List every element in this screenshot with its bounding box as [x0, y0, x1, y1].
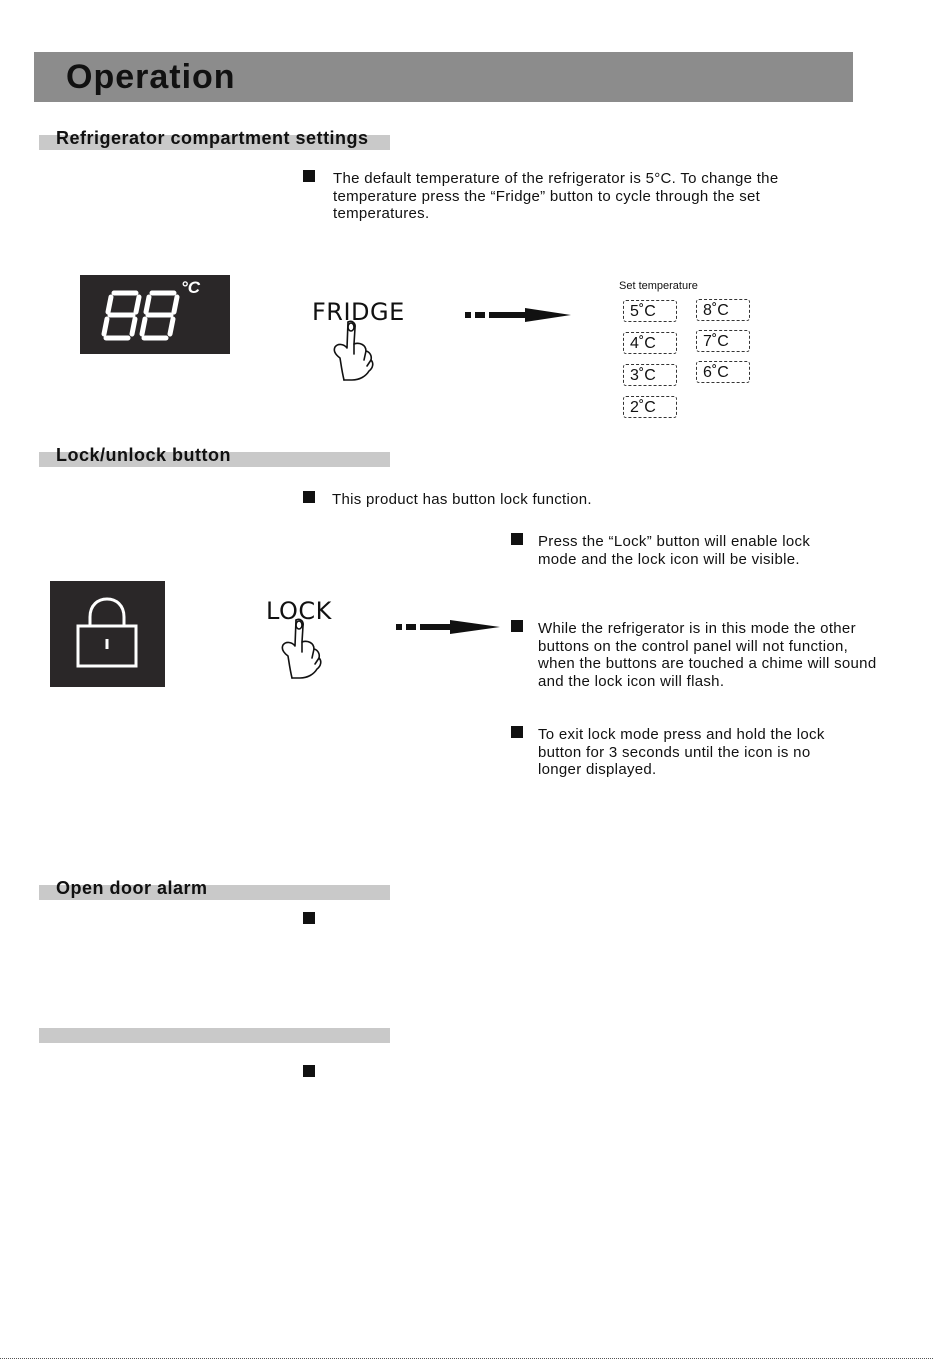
temp-option: 3˚C	[623, 364, 677, 386]
fridge-paragraph: The default temperature of the refrigerator is 5°C. To change the temperature press the “Fridge” button to cycle through the set temperatures.	[333, 170, 779, 222]
section-title-fridge: Refrigerator compartment settings	[56, 128, 369, 148]
section-title-lock: Lock/unlock button	[56, 445, 231, 465]
lock-bullet-text: While the refrigerator is in this mode the other buttons on the control panel will not function, when the buttons are touched a chime will sound and the lock icon will flash.	[538, 620, 877, 690]
arrow-right-icon	[465, 306, 573, 324]
lock-icon	[50, 581, 165, 687]
set-temperature-label: Set temperature	[619, 280, 698, 292]
pointing-hand-icon	[322, 318, 382, 382]
lock-button-label[interactable]: LOCK	[266, 597, 332, 625]
bullet-icon	[511, 726, 523, 738]
bullet-icon	[511, 620, 523, 632]
arrow-right-icon	[396, 618, 504, 636]
section-title-door-alarm: Open door alarm	[56, 878, 208, 898]
lock-display	[50, 581, 165, 687]
temp-option: 5˚C	[623, 300, 677, 322]
pointing-hand-icon	[270, 616, 330, 680]
footer-divider	[0, 1358, 933, 1359]
page-title: Operation	[66, 58, 236, 96]
section-bar-untitled	[39, 1028, 390, 1043]
seven-segment-icon	[80, 275, 230, 354]
temp-option: 7˚C	[696, 330, 750, 352]
temp-option: 6˚C	[696, 361, 750, 383]
bullet-icon	[303, 491, 315, 503]
lock-intro: This product has button lock function.	[332, 491, 592, 508]
temp-option: 4˚C	[623, 332, 677, 354]
bullet-icon	[303, 1065, 315, 1077]
bullet-icon	[303, 170, 315, 182]
bullet-icon	[303, 912, 315, 924]
temperature-display	[80, 275, 230, 354]
fridge-button-label[interactable]: FRIDGE	[312, 298, 405, 326]
lock-bullet-text: Press the “Lock” button will enable lock mode and the lock icon will be visible.	[538, 533, 811, 568]
bullet-icon	[511, 533, 523, 545]
temp-option: 2˚C	[623, 396, 677, 418]
display-unit: °C	[181, 278, 201, 297]
lock-bullet-text: To exit lock mode press and hold the lock button for 3 seconds until the icon is no longer displayed.	[538, 726, 825, 778]
temp-option: 8˚C	[696, 299, 750, 321]
